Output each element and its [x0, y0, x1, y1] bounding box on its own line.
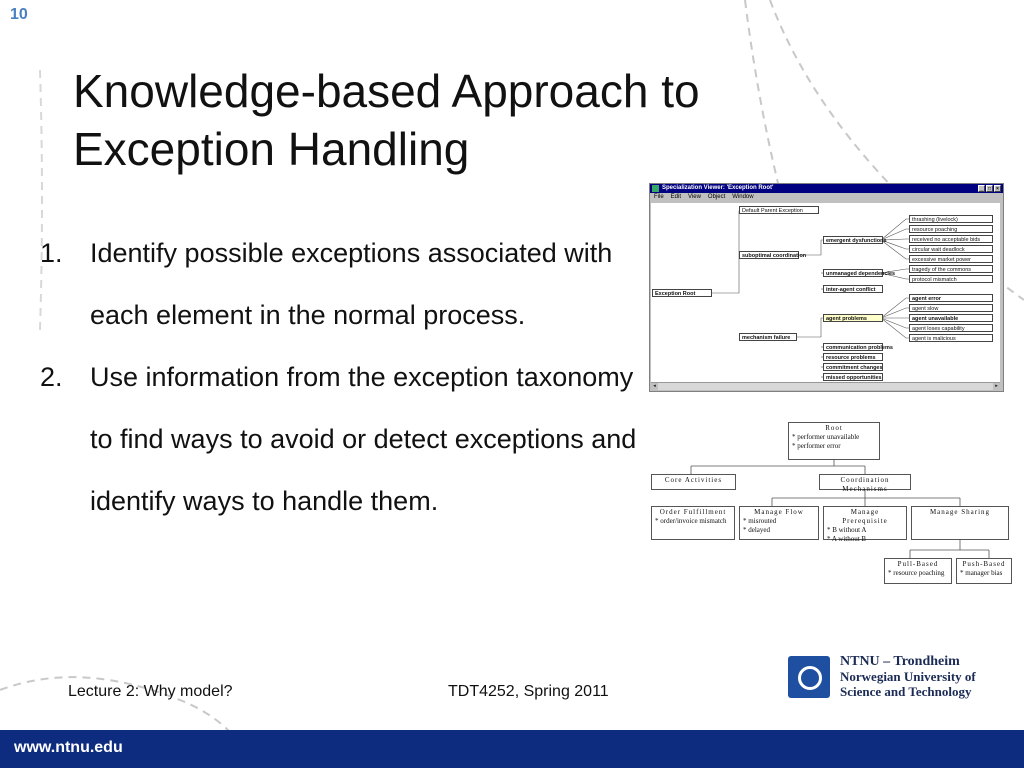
app-icon [652, 185, 659, 192]
taxonomy-prereq-item: * A without B [827, 535, 867, 543]
taxonomy-prereq-item: * B without A [827, 526, 867, 534]
taxonomy-root-item: * performer error [792, 442, 841, 450]
node-agent-unavailable[interactable]: agent unavailable [909, 314, 993, 322]
node-agent-slow[interactable]: agent slow [909, 304, 993, 312]
taxonomy-manage-flow[interactable] [739, 506, 819, 540]
taxonomy-order-item: * order/invoice mismatch [655, 517, 727, 525]
taxonomy-core-title: Core Activities [664, 476, 723, 484]
node-commitment[interactable]: commitment changes [823, 363, 883, 371]
taxonomy-sharing-title: Manage Sharing [929, 508, 991, 516]
node-missed[interactable]: missed opportunities [823, 373, 883, 381]
bullet-number: 2. [40, 362, 63, 392]
node-circular[interactable]: circular wait deadlock [909, 245, 993, 253]
menu-edit[interactable]: Edit [670, 194, 682, 200]
ntnu-line3: Science and Technology [840, 684, 972, 699]
menu-object[interactable]: Object [707, 194, 726, 200]
taxonomy-coordination[interactable] [819, 474, 911, 493]
menu-file[interactable]: File [654, 194, 664, 200]
menu-window[interactable]: Window [732, 194, 754, 200]
list-item [40, 346, 640, 532]
taxonomy-manage-sharing[interactable] [911, 506, 1009, 540]
taxonomy-order-title: Order Fulfillment [659, 508, 727, 516]
node-agent-error[interactable]: agent error [909, 294, 993, 302]
scroll-right-icon[interactable]: ▸ [993, 383, 1000, 390]
bullet-list [40, 222, 640, 532]
ntnu-line2: Norwegian University of [840, 669, 976, 684]
taxonomy-flow-title: Manage Flow [754, 508, 804, 516]
bullet-text: Use information from the exception taxonomy to find ways to avoid or detect exceptions and identify ways to handle them. [90, 362, 637, 516]
taxonomy-core-activities[interactable] [651, 474, 736, 490]
taxonomy-root[interactable] [788, 422, 880, 460]
node-resource-problems[interactable]: resource problems [823, 353, 883, 361]
bullet-text: Identify possible exceptions associated with each element in the normal process. [90, 238, 613, 330]
node-malicious[interactable]: agent is malicious [909, 334, 993, 342]
node-no-bids[interactable]: received no acceptable bids [909, 235, 993, 243]
node-mechanism-failure[interactable]: mechanism failure [739, 333, 797, 341]
node-tragedy[interactable]: tragedy of the commons [909, 265, 993, 273]
slide-title [73, 62, 893, 178]
node-inter-agent[interactable]: inter-agent conflict [823, 285, 883, 293]
footer-lecture: Lecture 2: Why model? [68, 683, 233, 700]
slide-number: 10 [10, 6, 28, 23]
taxonomy-pull-title: Pull-Based [897, 560, 939, 568]
window-title: Specialization Viewer: 'Exception Root' [662, 185, 774, 191]
taxonomy-pull-item: * resource poaching [888, 569, 945, 577]
node-suboptimal[interactable]: suboptimal coordination [739, 251, 799, 259]
taxonomy-pull-based[interactable] [884, 558, 952, 584]
slide-title-line2: Exception Handling [73, 123, 470, 175]
window-titlebar [650, 184, 1003, 193]
node-default-parent[interactable]: Default Parent Exception [739, 206, 819, 214]
taxonomy-flow-item: * delayed [743, 526, 771, 534]
horizontal-scrollbar[interactable] [651, 382, 1000, 390]
taxonomy-push-item: * manager bias [960, 569, 1003, 577]
taxonomy-push-title: Push-Based [962, 560, 1006, 568]
ntnu-logo [788, 656, 830, 698]
taxonomy-order-fulfillment[interactable] [651, 506, 735, 540]
bullet-number: 1. [40, 238, 63, 268]
footer-bar [0, 730, 1024, 768]
ntnu-logo-ring-icon [798, 666, 822, 690]
node-market-power[interactable]: excessive market power [909, 255, 993, 263]
node-poaching[interactable]: resource poaching [909, 225, 993, 233]
taxonomy-push-based[interactable] [956, 558, 1012, 584]
ntnu-line1: NTNU – Trondheim [840, 654, 960, 669]
node-unmanaged[interactable]: unmanaged dependencies [823, 269, 883, 277]
menu-view[interactable]: View [688, 194, 701, 200]
node-exception-root[interactable]: Exception Root [652, 289, 712, 297]
tree-canvas [651, 203, 1000, 382]
taxonomy-root-title: Root [825, 424, 843, 432]
maximize-icon[interactable]: □ [987, 186, 992, 192]
node-emergent[interactable]: emergent dysfunctions [823, 236, 883, 244]
node-agent-problems[interactable]: agent problems [823, 314, 883, 322]
ntnu-url[interactable]: www.ntnu.edu [14, 739, 123, 756]
ntnu-wordmark [840, 654, 976, 699]
footer-course: TDT4252, Spring 2011 [448, 683, 609, 700]
window-controls [978, 185, 1001, 192]
node-communication[interactable]: communication problems [823, 343, 883, 351]
window-menubar [650, 193, 1003, 202]
taxonomy-manage-prerequisite[interactable] [823, 506, 907, 543]
taxonomy-root-item: * performer unavailable [792, 433, 860, 441]
list-item [40, 222, 640, 346]
node-capability[interactable]: agent loses capability [909, 324, 993, 332]
exception-taxonomy-diagram [647, 418, 1013, 590]
node-thrashing[interactable]: thrashing (livelock) [909, 215, 993, 223]
close-icon[interactable]: × [994, 185, 1001, 192]
node-protocol[interactable]: protocol mismatch [909, 275, 993, 283]
scroll-left-icon[interactable]: ◂ [651, 383, 658, 390]
taxonomy-coord-title: Coordination Mechanisms [840, 476, 890, 493]
taxonomy-flow-item: * misrouted [743, 517, 777, 525]
minimize-icon[interactable]: _ [978, 185, 985, 192]
slide-title-line1: Knowledge-based Approach to [73, 65, 700, 117]
specialization-viewer-window [649, 183, 1004, 392]
taxonomy-prereq-title: Manage Prerequisite [842, 508, 888, 525]
